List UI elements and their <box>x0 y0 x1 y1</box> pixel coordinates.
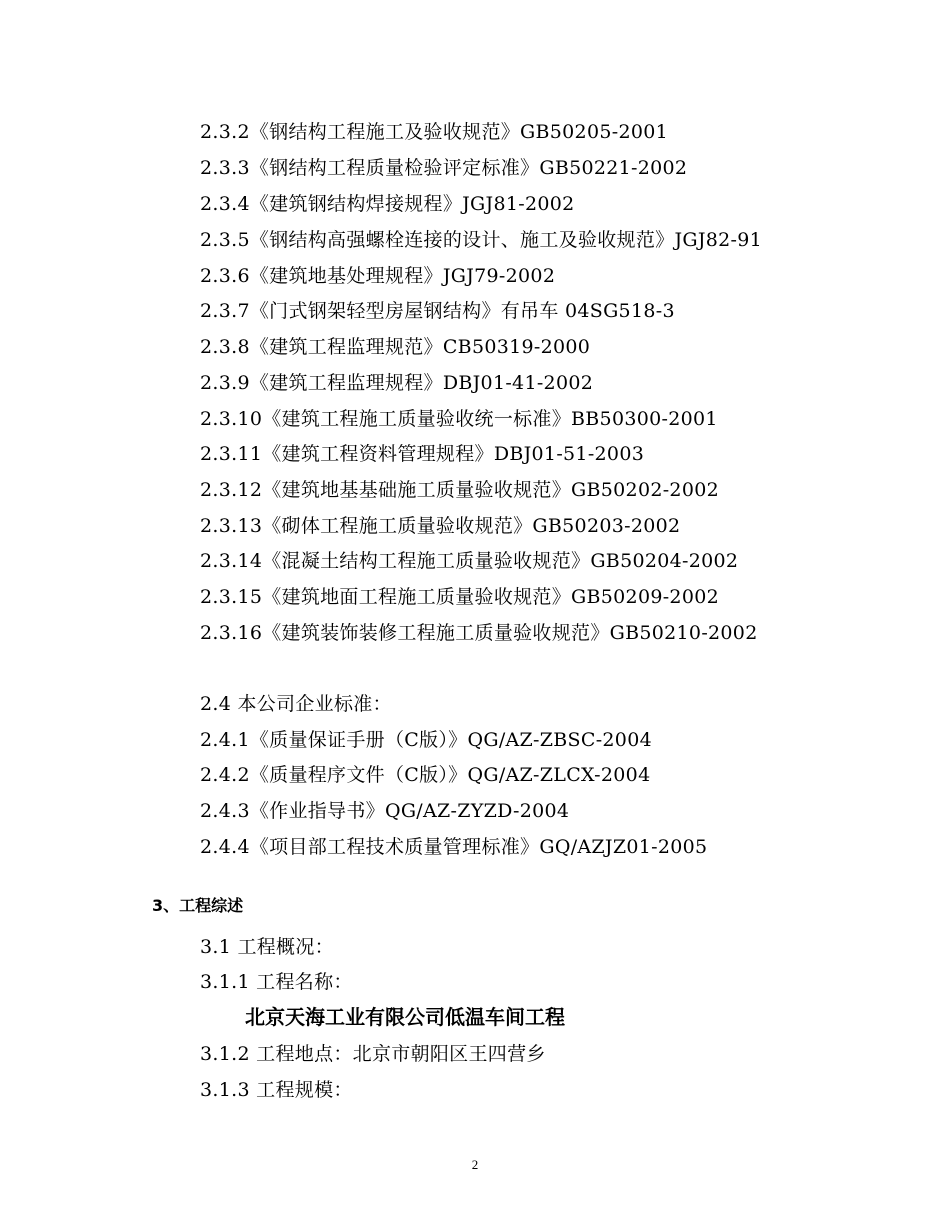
standard-item-2-3-16: 2.3.16《建筑装饰装修工程施工质量验收规范》GB50210-2002 <box>200 622 758 644</box>
standard-item-2-3-4: 2.3.4《建筑钢结构焊接规程》JGJ81-2002 <box>200 193 575 215</box>
project-scale-label: 3.1.3 工程规模： <box>200 1079 353 1101</box>
standard-item-2-3-5: 2.3.5《钢结构高强螺栓连接的设计、施工及验收规范》JGJ82-91 <box>200 229 763 251</box>
standard-item-2-3-7: 2.3.7《门式钢架轻型房屋钢结构》有吊车 04SG518-3 <box>200 300 675 322</box>
section-3-1-overview: 3.1 工程概况： <box>200 936 334 958</box>
standard-item-2-3-12: 2.3.12《建筑地基基础施工质量验收规范》GB50202-2002 <box>200 479 719 501</box>
project-name: 北京天海工业有限公司低温车间工程 <box>245 1005 565 1029</box>
company-standard-2-4-3: 2.4.3《作业指导书》QG/AZ-ZYZD-2004 <box>200 800 570 822</box>
standard-item-2-3-10: 2.3.10《建筑工程施工质量验收统一标准》BB50300-2001 <box>200 408 718 430</box>
section-3-heading: 3、工程综述 <box>152 896 244 915</box>
standard-item-2-3-8: 2.3.8《建筑工程监理规范》CB50319-2000 <box>200 336 591 358</box>
standard-item-2-3-9: 2.3.9《建筑工程监理规程》DBJ01-41-2002 <box>200 372 594 394</box>
company-standard-2-4-2: 2.4.2《质量程序文件（C版）》QG/AZ-ZLCX-2004 <box>200 764 651 786</box>
company-standard-2-4-1: 2.4.1《质量保证手册（C版）》QG/AZ-ZBSC-2004 <box>200 729 652 751</box>
standard-item-2-3-13: 2.3.13《砌体工程施工质量验收规范》GB50203-2002 <box>200 515 681 537</box>
standard-item-2-3-14: 2.3.14《混凝土结构工程施工质量验收规范》GB50204-2002 <box>200 550 739 572</box>
standard-item-2-3-15: 2.3.15《建筑地面工程施工质量验收规范》GB50209-2002 <box>200 586 719 608</box>
standard-item-2-3-6: 2.3.6《建筑地基处理规程》JGJ79-2002 <box>200 265 556 287</box>
standard-item-2-3-11: 2.3.11《建筑工程资料管理规程》DBJ01-51-2003 <box>200 443 645 465</box>
page-number: 2 <box>471 1157 479 1172</box>
company-standard-2-4-4: 2.4.4《项目部工程技术质量管理标准》GQ/AZJZ01-2005 <box>200 836 708 858</box>
section-2-4-title: 2.4 本公司企业标准： <box>200 693 392 715</box>
project-location: 3.1.2 工程地点：北京市朝阳区王四营乡 <box>200 1043 546 1065</box>
standard-item-2-3-2: 2.3.2《钢结构工程施工及验收规范》GB50205-2001 <box>200 121 669 143</box>
standard-item-2-3-3: 2.3.3《钢结构工程质量检验评定标准》GB50221-2002 <box>200 157 688 179</box>
project-name-label: 3.1.1 工程名称： <box>200 971 353 993</box>
